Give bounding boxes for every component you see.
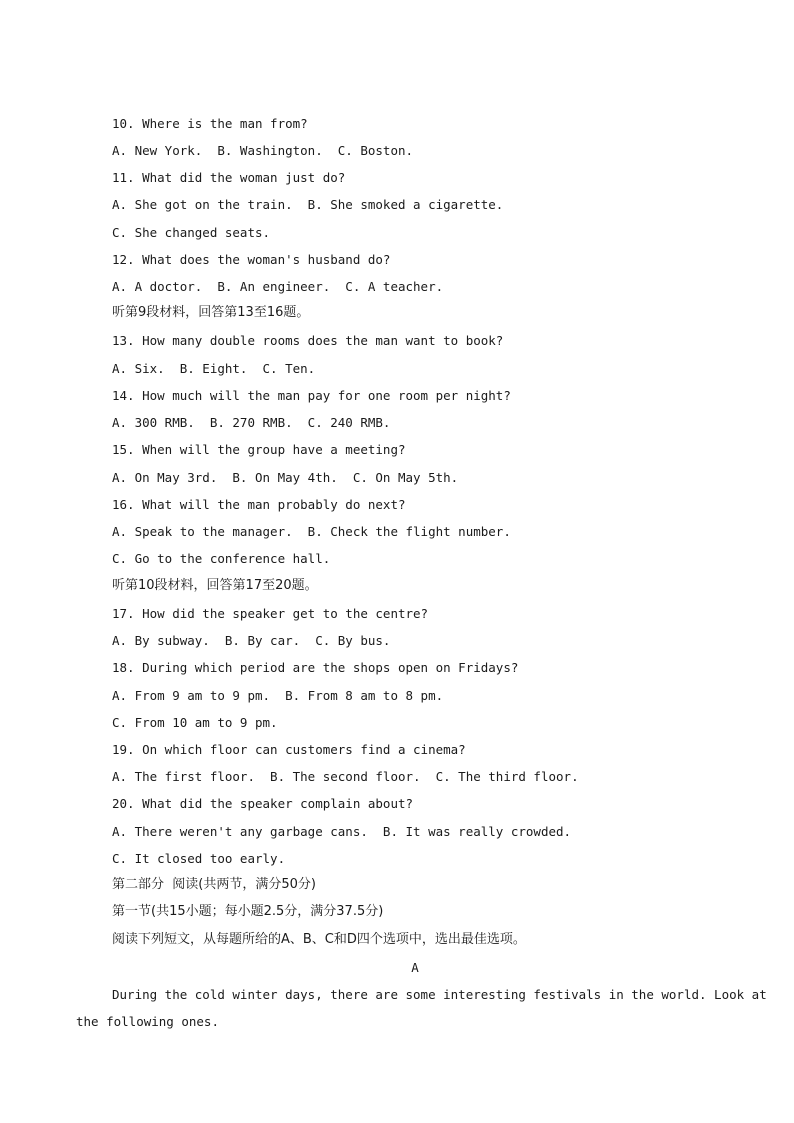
passage-label: A <box>411 960 419 975</box>
question-11-option-c: C. She changed seats. <box>112 225 271 240</box>
question-14-options: A. 300 RMB. B. 270 RMB. C. 240 RMB. <box>112 415 391 430</box>
question-20-option-c: C. It closed too early. <box>112 851 286 866</box>
question-19: 19. On which floor can customers find a cinema? <box>112 742 466 757</box>
question-19-options: A. The first floor. B. The second floor. C. The third floor. <box>112 769 579 784</box>
section-one-heading: 第一节(共15小题；每小题2.5分，满分37.5分) <box>112 904 384 919</box>
question-16: 16. What will the man probably do next? <box>112 497 406 512</box>
section-9-heading: 听第9段材料，回答第13至16题。 <box>112 305 310 320</box>
question-11-options-ab: A. She got on the train. B. She smoked a cigarette. <box>112 197 504 212</box>
question-13-options: A. Six. B. Eight. C. Ten. <box>112 361 316 376</box>
question-16-options-ab: A. Speak to the manager. B. Check the flight number. <box>112 524 511 539</box>
question-17-options: A. By subway. B. By car. C. By bus. <box>112 633 391 648</box>
section-10-heading: 听第10段材料，回答第17至20题。 <box>112 578 318 593</box>
question-18-option-c: C. From 10 am to 9 pm. <box>112 715 278 730</box>
question-15: 15. When will the group have a meeting? <box>112 442 406 457</box>
reading-instruction: 阅读下列短文，从每题所给的A、B、C和D四个选项中，选出最佳选项。 <box>112 932 526 947</box>
part-two-heading: 第二部分 阅读(共两节，满分50分) <box>112 877 316 892</box>
question-13: 13. How many double rooms does the man want to book? <box>112 333 504 348</box>
question-17: 17. How did the speaker get to the centre? <box>112 606 429 621</box>
question-10: 10. Where is the man from? <box>112 116 308 131</box>
question-15-options: A. On May 3rd. B. On May 4th. C. On May 5th. <box>112 470 459 485</box>
question-10-options: A. New York. B. Washington. C. Boston. <box>112 143 414 158</box>
question-20-options-ab: A. There weren't any garbage cans. B. It was really crowded. <box>112 824 572 839</box>
question-12-options: A. A doctor. B. An engineer. C. A teacher. <box>112 279 444 294</box>
question-12: 12. What does the woman's husband do? <box>112 252 391 267</box>
question-20: 20. What did the speaker complain about? <box>112 796 414 811</box>
passage-text-line-2: the following ones. <box>76 1014 219 1029</box>
passage-text-line-1: During the cold winter days, there are some interesting festivals in the world. Look at <box>112 987 767 1002</box>
question-18: 18. During which period are the shops open on Fridays? <box>112 660 519 675</box>
question-18-options-ab: A. From 9 am to 9 pm. B. From 8 am to 8 pm. <box>112 688 444 703</box>
question-11: 11. What did the woman just do? <box>112 170 346 185</box>
question-14: 14. How much will the man pay for one room per night? <box>112 388 511 403</box>
question-16-option-c: C. Go to the conference hall. <box>112 551 331 566</box>
